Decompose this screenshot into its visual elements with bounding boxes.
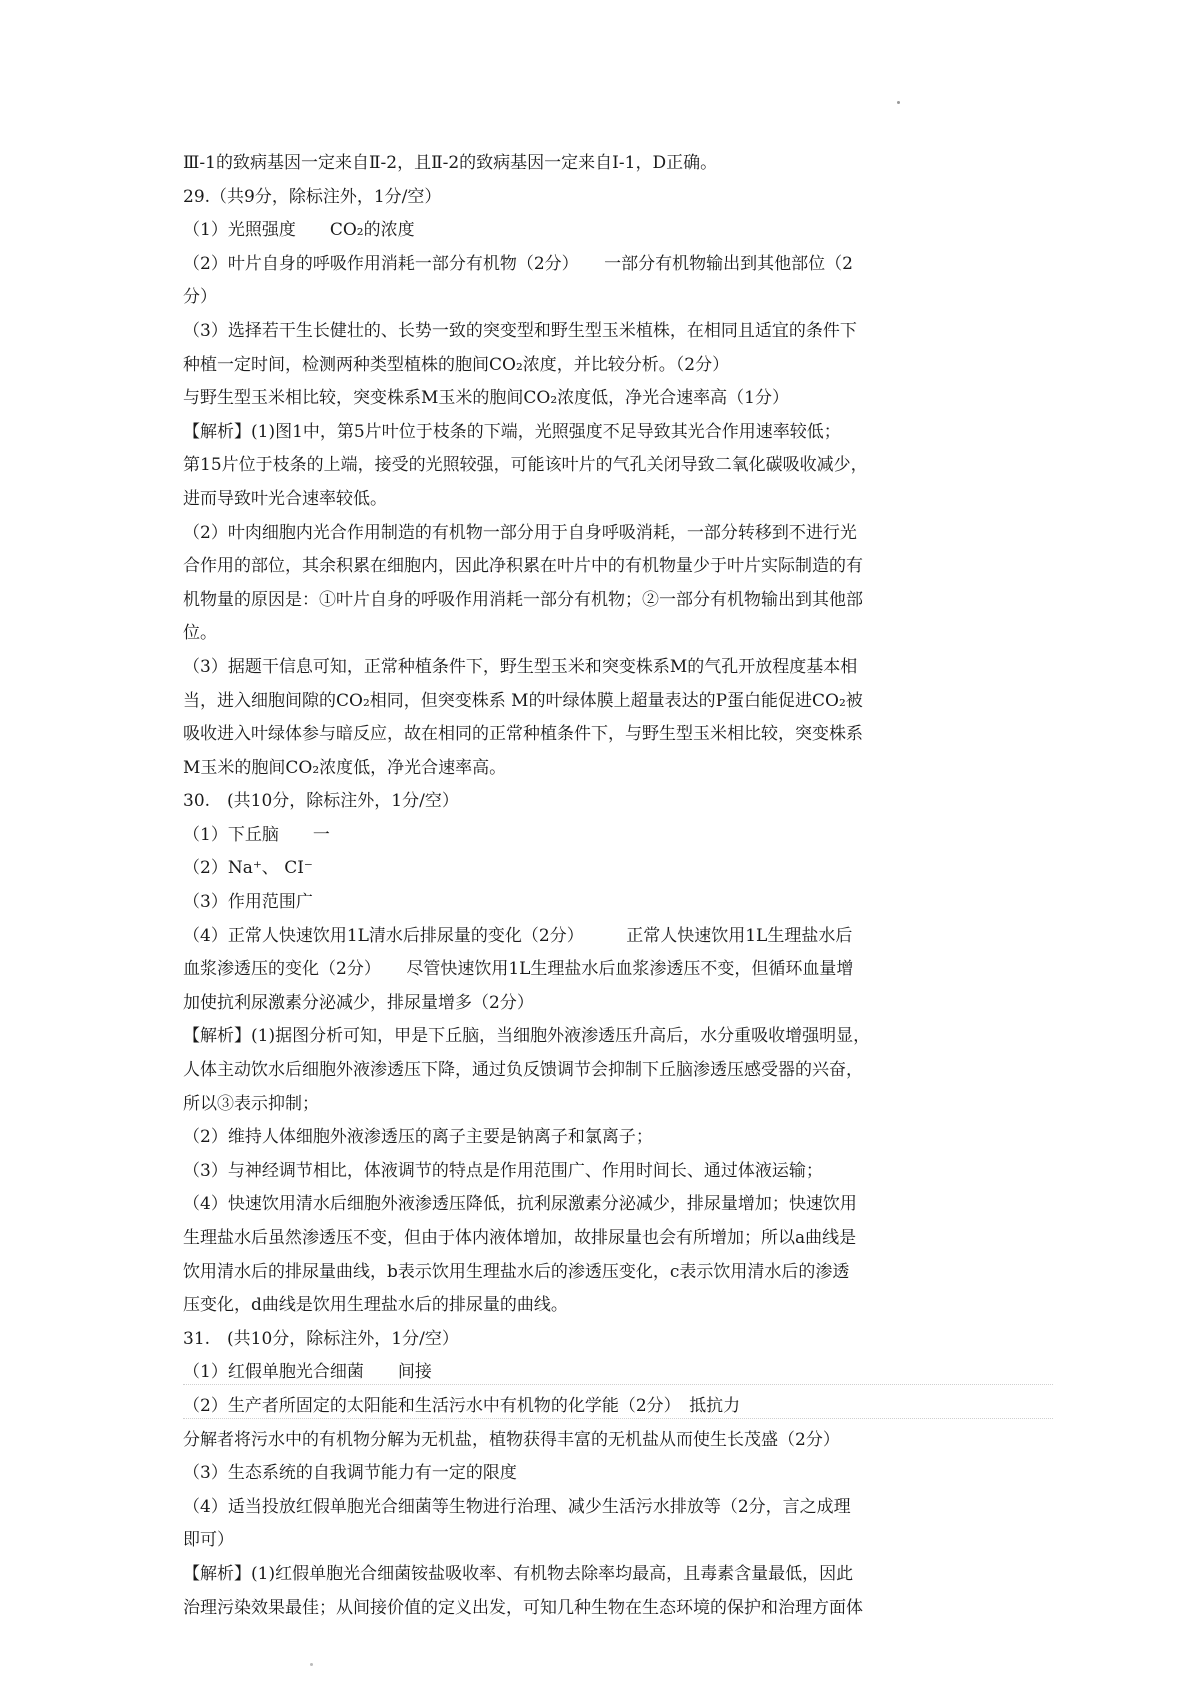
text-line: （4）适当投放红假单胞光合细菌等生物进行治理、减少生活污水排放等（2分，言之成理: [183, 1496, 851, 1517]
text-line: 人体主动饮水后细胞外液渗透压下降，通过负反馈调节会抑制下丘脑渗透压感受器的兴奋，: [183, 1060, 863, 1081]
scan-divider: [183, 1418, 1053, 1419]
text-line: （4）正常人快速饮用1L清水后排尿量的变化（2分） 正常人快速饮用1L生理盐水后: [183, 925, 853, 946]
text-line: （2）维持人体细胞外液渗透压的离子主要是钠离子和氯离子；: [183, 1127, 653, 1148]
text-line: 当，进入细胞间隙的CO₂相同，但突变株系 M的叶绿体膜上超量表达的P蛋白能促进CO₂被: [183, 690, 863, 711]
text-line: 合作用的部位，其余积累在细胞内，因此净积累在叶片中的有机物量少于叶片实际制造的有: [183, 556, 863, 577]
text-line: （3）与神经调节相比，体液调节的特点是作用范围广、作用时间长、通过体液运输；: [183, 1160, 823, 1181]
text-line: （4）快速饮用清水后细胞外液渗透压降低，抗利尿激素分泌减少，排尿量增加；快速饮用: [183, 1194, 857, 1215]
text-line: 加使抗利尿激素分泌减少，排尿量增多（2分）: [183, 992, 534, 1013]
scan-dot: [310, 1663, 313, 1666]
text-line: 即可）: [183, 1530, 234, 1551]
text-line: 进而导致叶光合速率较低。: [183, 488, 387, 509]
text-line: M玉米的胞间CO₂浓度低，净光合速率高。: [183, 757, 507, 778]
text-line: 第15片位于枝条的上端，接受的光照较强，可能该叶片的气孔关闭导致二氧化碳吸收减少，: [183, 455, 868, 476]
answer-text: [183, 147, 1053, 1625]
analysis-29: 【解析】(1)图1中，第5片叶位于枝条的下端，光照强度不足导致其光合作用速率较低；: [183, 421, 841, 442]
scan-divider: [183, 1384, 1053, 1385]
text-line: （1）红假单胞光合细菌 间接: [183, 1362, 432, 1383]
analysis-30: 【解析】(1)据图分析可知，甲是下丘脑，当细胞外液渗透压升高后，水分重吸收增强明显，: [183, 1026, 871, 1047]
text-line: （3）据题干信息可知，正常种植条件下，野生型玉米和突变株系M的气孔开放程度基本相: [183, 656, 858, 677]
question-29-header: 29.（共9分，除标注外，1分/空）: [183, 186, 442, 207]
text-line: （3）作用范围广: [183, 892, 313, 913]
text-line: 血浆渗透压的变化（2分） 尽管快速饮用1L生理盐水后血浆渗透压不变，但循环血量增: [183, 959, 854, 980]
text-line: （2）Na⁺、 CI⁻: [183, 858, 313, 879]
text-line: （2）叶片自身的呼吸作用消耗一部分有机物（2分） 一部分有机物输出到其他部位（2: [183, 253, 853, 274]
text-line: （1）下丘脑 一: [183, 824, 330, 845]
text-line: （2）生产者所固定的太阳能和生活污水中有机物的化学能（2分） 抵抗力: [183, 1395, 741, 1416]
question-31-header: 31. (共10分，除标注外，1分/空）: [183, 1328, 459, 1349]
text-line: （2）叶肉细胞内光合作用制造的有机物一部分用于自身呼吸消耗，一部分转移到不进行光: [183, 522, 857, 543]
text-line: 吸收进入叶绿体参与暗反应，故在相同的正常种植条件下，与野生型玉米相比较，突变株系: [183, 724, 863, 745]
text-line: （3）生态系统的自我调节能力有一定的限度: [183, 1463, 517, 1484]
text-line: 治理污染效果最佳；从间接价值的定义出发，可知几种生物在生态环境的保护和治理方面体: [183, 1597, 863, 1618]
text-line: 压变化，d曲线是饮用生理盐水后的排尿量的曲线。: [183, 1295, 568, 1316]
question-30-header: 30. (共10分，除标注外，1分/空）: [183, 791, 459, 812]
text-line: Ⅲ-1的致病基因一定来自Ⅱ-2，且Ⅱ-2的致病基因一定来自Ⅰ-1，D正确。: [183, 153, 718, 173]
text-line: 分解者将污水中的有机物分解为无机盐，植物获得丰富的无机盐从而使生长茂盛（2分）: [183, 1429, 840, 1450]
scan-dot: [897, 101, 900, 104]
text-line: 饮用清水后的排尿量曲线，b表示饮用生理盐水后的渗透压变化，c表示饮用清水后的渗透: [183, 1261, 850, 1282]
text-line: 种植一定时间，检测两种类型植株的胞间CO₂浓度，并比较分析。（2分）: [183, 354, 730, 375]
text-line: 与野生型玉米相比较，突变株系M玉米的胞间CO₂浓度低，净光合速率高（1分）: [183, 388, 789, 409]
analysis-31: 【解析】(1)红假单胞光合细菌铵盐吸收率、有机物去除率均最高，且毒素含量最低，因此: [183, 1563, 854, 1584]
text-line: 分）: [183, 287, 217, 308]
text-line: （1）光照强度 CO₂的浓度: [183, 220, 415, 241]
text-line: 位。: [183, 623, 217, 644]
text-line: 机物量的原因是：①叶片自身的呼吸作用消耗一部分有机物；②一部分有机物输出到其他部: [183, 589, 863, 610]
text-line: 所以③表示抑制；: [183, 1093, 319, 1114]
text-line: （3）选择若干生长健壮的、长势一致的突变型和野生型玉米植株，在相同且适宜的条件下: [183, 320, 857, 341]
text-line: 生理盐水后虽然渗透压不变，但由于体内液体增加，故排尿量也会有所增加；所以a曲线是: [183, 1228, 857, 1248]
